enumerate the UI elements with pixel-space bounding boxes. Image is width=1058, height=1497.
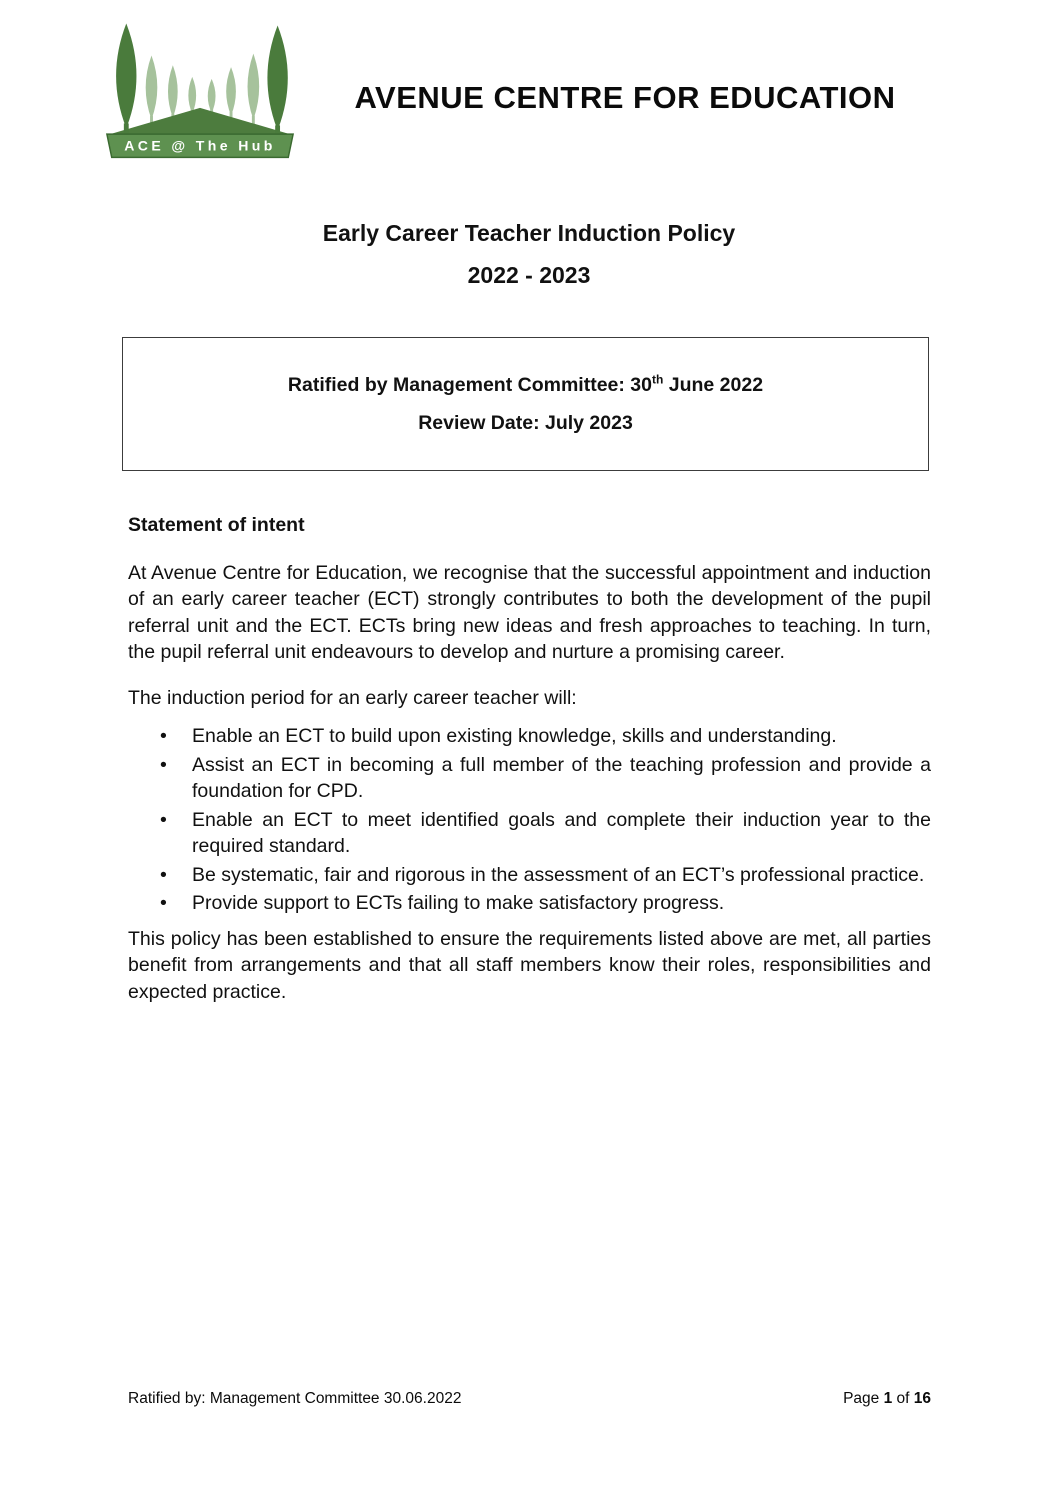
ratification-box xyxy=(122,337,929,471)
document-title xyxy=(0,220,1058,289)
ordinal-superscript: th xyxy=(652,372,664,387)
bullet-icon: • xyxy=(160,725,167,747)
list-item xyxy=(128,862,931,889)
footer-page-indicator xyxy=(843,1390,931,1408)
document-title-line2: 2022 - 2023 xyxy=(467,262,591,288)
footer-page-total: 16 xyxy=(913,1390,931,1407)
footer-page-number: 1 xyxy=(883,1390,893,1407)
list-item-text: Enable an ECT to build upon existing knowledge, skills and understanding. xyxy=(192,725,837,747)
bullet-icon: • xyxy=(160,808,167,831)
induction-bullet-list xyxy=(128,723,931,917)
closing-paragraph: This policy has been established to ensure the requirements listed above are met, all parties benefit from arrangements and that all staff members know their roles, responsibilities and expected practice. xyxy=(128,927,931,1003)
list-item xyxy=(128,752,931,805)
organisation-name: AVENUE CENTRE FOR EDUCATION xyxy=(354,80,896,115)
ratified-by-line xyxy=(123,374,928,397)
footer-page-middle: of xyxy=(892,1390,914,1407)
hill-shape xyxy=(107,108,293,135)
ace-logo xyxy=(103,18,297,160)
review-date-line: Review Date: July 2023 xyxy=(418,412,633,434)
page-footer xyxy=(128,1390,931,1408)
ratified-by-text: Ratified by Management Committee: 30 xyxy=(287,374,652,396)
statement-of-intent-section xyxy=(128,512,931,1024)
document-title-line1: Early Career Teacher Induction Policy xyxy=(322,220,736,246)
list-item xyxy=(128,723,931,750)
bullet-icon: • xyxy=(160,753,167,776)
list-item-text: Be systematic, fair and rigorous in the assessment of an ECT’s professional practice. xyxy=(192,863,925,886)
list-item-text: Assist an ECT in becoming a full member of the teaching profession and provide a foundation for CPD. xyxy=(192,753,931,802)
logo-caption-text: ACE @ The Hub xyxy=(124,137,276,154)
list-item-text: Provide support to ECTs failing to make satisfactory progress. xyxy=(192,892,725,914)
footer-page-prefix: Page xyxy=(843,1390,884,1407)
bullet-icon: • xyxy=(160,863,167,886)
section-heading: Statement of intent xyxy=(128,514,305,536)
bullet-icon: • xyxy=(160,892,167,914)
list-item-text: Enable an ECT to meet identified goals and complete their induction year to the required standard. xyxy=(192,808,931,857)
footer-ratified-text: Ratified by: Management Committee 30.06.2022 xyxy=(128,1390,462,1407)
list-item xyxy=(128,890,931,917)
list-intro: The induction period for an early career teacher will: xyxy=(128,686,577,709)
list-item xyxy=(128,807,931,860)
intro-paragraph: At Avenue Centre for Education, we recognise that the successful appointment and induction of an early career teacher (ECT) strongly contributes to both the development of the pupil referral unit and the ECT. ECTs bring new ideas and fresh approaches to teaching. In turn, the pupil referral unit endeavours to develop and nurture a promising career. xyxy=(128,561,931,663)
ratified-date-text: June 2022 xyxy=(663,374,764,396)
ace-logo-graphic xyxy=(103,18,297,160)
